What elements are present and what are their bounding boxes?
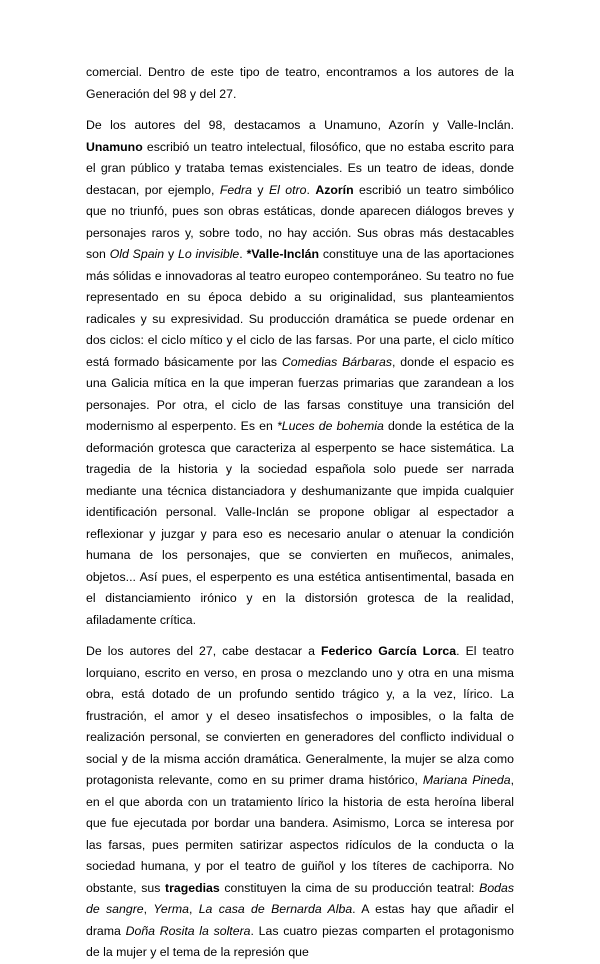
work-title: El otro bbox=[268, 182, 307, 197]
text-run: constituye una de las aportaciones más sólidas e innovadoras al teatro europeo contemporáneo. Su teatro no fue representado en su época debido a su originalidad, sus planteamientos radicales y su expresividad. Su producción dramática se puede ordenar en dos ciclos: el ciclo mítico y el ciclo de las farsas. Por una parte, el ciclo mítico está formado básicamente por las bbox=[86, 247, 514, 369]
document-page bbox=[86, 62, 514, 964]
text-run: y bbox=[251, 182, 269, 197]
text-run: , bbox=[188, 902, 199, 916]
work-title: Bodas de sangre bbox=[86, 880, 514, 916]
text-run: constituyen la cima de su producción teatral: bbox=[219, 880, 480, 895]
bold-term: Azorín bbox=[315, 182, 354, 197]
work-title: Yerma bbox=[153, 902, 189, 916]
work-title: Old Spain bbox=[109, 247, 165, 261]
bold-term: Federico García Lorca bbox=[320, 644, 457, 658]
bold-term: Unamuno bbox=[86, 139, 143, 154]
text-run: . bbox=[239, 247, 247, 261]
work-title: La casa de Bernarda Alba bbox=[198, 902, 353, 916]
work-title: Doña Rosita la soltera bbox=[125, 923, 251, 938]
text-run: . Las cuatro piezas comparten el protagonismo de la mujer y el tema de la represión que bbox=[86, 923, 514, 959]
text-run: donde la estética de la deformación grotesca que caracteriza al esperpento se hace sistemática. La tragedia de la historia y la sociedad española solo puede ser narrada mediante una técnica distanciadora y deshumanizante que impida cualquier identificación personal. Valle-Inclán se propone obligar al espectador a reflexionar y juzgar y para eso es necesario anular o atenuar la condición humana de los personajes, que se convierten en muñecos, animales, objetos... Así pues, el esperpento es una estética antisentimental, basada en el distanciamiento irónico y en la distorsión grotesca de la realidad, afiladamente crítica. bbox=[86, 419, 514, 627]
text-run: , donde el espacio es una Galicia mítica en la que imperan fuerzas primarias que zarandean a los personajes. Por otra, el ciclo de las farsas constituye una transición del modernismo al esperpento. Es en bbox=[86, 354, 514, 433]
work-title: *Luces de bohemia bbox=[277, 419, 384, 433]
text-run: . El teatro lorquiano, escrito en verso, en prosa o mezclando uno y otra en una misma obra, está dotado de un profundo sentido trágico y, a la vez, lírico. La frustración, el amor y el deseo insatisfechos o imposibles, o la falta de realización personal, se convierten en generadores del conflicto individual o social y de la misma acción dramática. Generalmente, la mujer se alza como protagonista relevante, como en su primer drama histórico, bbox=[86, 644, 514, 787]
paragraph-autores-27 bbox=[86, 641, 514, 964]
paragraph-intro bbox=[86, 62, 514, 105]
bold-term: tragedias bbox=[165, 880, 220, 895]
work-title: Fedra bbox=[219, 182, 252, 197]
text-run: y bbox=[164, 247, 178, 261]
text-run: comercial. Dentro de este tipo de teatro, encontramos a los autores de la Generación del 98 y del 27. bbox=[86, 65, 514, 101]
text-run: escribió un teatro intelectual, filosófico, que no estaba escrito para el gran público y trataba temas existenciales. Es un teatro de ideas, donde destacan, por ejemplo, bbox=[86, 139, 514, 197]
paragraph-autores-98 bbox=[86, 115, 514, 631]
text-run: De los autores del 27, cabe destacar a bbox=[86, 644, 321, 658]
work-title: Comedias Bárbaras bbox=[281, 354, 392, 369]
text-run: escribió un teatro simbólico que no triunfó, pues son obras estáticas, donde aparecen diálogos breves y personajes raros y, sobre todo, no hay acción. Sus obras más destacables son bbox=[86, 182, 515, 261]
bold-term: *Valle-Inclán bbox=[246, 247, 320, 261]
text-run: . bbox=[306, 182, 316, 197]
text-run: , en el que aborda con un tratamiento lírico la historia de esta heroína liberal que fue ejecutada por bordar una bandera. Asimismo, Lorca se interesa por las farsas, pues permiten satirizar aspectos ridículos de la conducta o la sociedad humana, y por el teatro de guiñol y los títeres de cachiporra. No obstante, sus bbox=[86, 773, 514, 895]
work-title: Lo invisible bbox=[178, 247, 240, 261]
work-title: Mariana Pineda bbox=[422, 773, 511, 787]
text-run: De los autores del 98, destacamos a Unamuno, Azorín y Valle-Inclán. bbox=[86, 118, 514, 132]
text-run: , bbox=[143, 902, 154, 916]
text-run: . A estas hay que añadir el drama bbox=[86, 902, 514, 938]
